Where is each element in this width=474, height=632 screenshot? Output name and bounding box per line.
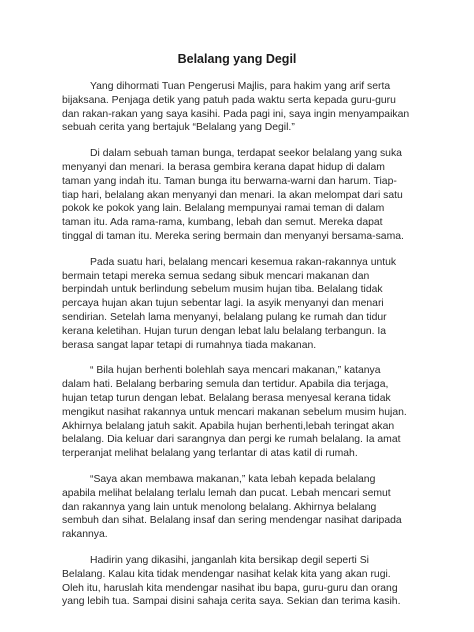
paragraph-line: berpindah untuk berlindung sebelum musim hujan tiba. Belalang tidak xyxy=(62,284,383,296)
paragraph-line: Akhirnya belalang jatuh sakit. Apabila hujan berhenti,lebah teringat akan xyxy=(62,420,395,432)
paragraph-line: yang lebih tua. Sampai disini sahaja cerita saya. Sekian dan terima kasih. xyxy=(62,596,401,608)
paragraph-line: Yang dihormati Tuan Pengerusi Majlis, para hakim yang arif serta xyxy=(90,81,391,92)
paragraph-line: kerana keletihan. Hujan turun dengan lebat lalu belalang terbangun. Ia xyxy=(62,325,387,337)
paragraph-line: percaya hujan akan tujun sebentar lagi. Ia asyik menyanyi dan menari xyxy=(62,298,384,310)
paragraph-line: taman yang indah itu. Taman bunga itu berwarna-warni dan harum. Tiap- xyxy=(62,175,397,187)
paragraph-line: Oleh itu, haruslah kita mendengar nasihat ibu bapa, guru-guru dan orang xyxy=(62,582,398,594)
document-body xyxy=(62,80,420,621)
paragraph xyxy=(62,80,420,135)
paragraph xyxy=(62,256,420,353)
paragraph xyxy=(62,554,420,609)
paragraph-line: hujan tetap turun dengan lebat. Belalang berasa menyesal kerana tidak xyxy=(62,392,391,404)
paragraph-line: menyanyi dan menari. Ia berasa gembira kerana dapat hidup di dalam xyxy=(62,161,385,173)
paragraph-line: tinggal di taman itu. Mereka sering bermain dan menyanyi bersama-sama. xyxy=(62,230,404,242)
paragraph-line: bermain tetapi mereka semua sedang sibuk mencari makanan dan xyxy=(62,270,370,282)
paragraph-line: Hadirin yang dikasihi, janganlah kita bersikap degil seperti Si xyxy=(90,554,369,566)
paragraph-line: sebuah cerita yang bertajuk “Belalang yang Degil.” xyxy=(62,122,295,134)
paragraph xyxy=(62,364,420,461)
document-title: Belalang yang Degil xyxy=(177,52,297,66)
paragraph-line: rakannya. xyxy=(62,529,108,541)
paragraph-line: tiap hari, belalang akan menyanyi dan menari. Ia akan melompat dari satu xyxy=(62,189,403,201)
paragraph-line: taman itu. Ada rama-rama, kumbang, lebah dan semut. Mereka dapat xyxy=(62,217,383,229)
paragraph xyxy=(62,147,420,244)
paragraph-line: apabila melihat belalang terlalu lemah dan pucat. Lebah mencari semut xyxy=(62,487,391,499)
paragraph-line: sendirian. Setelah lama menyanyi, belalang pulang ke rumah dan tidur xyxy=(62,311,387,323)
paragraph-line: “ Bila hujan berhenti bolehlah saya mencari makanan,” katanya xyxy=(90,365,381,377)
paragraph-line: belalang. Dia keluar dari sarangnya dan pergi ke rumah belalang. Ia amat xyxy=(62,434,401,446)
paragraph-line: berasa sangat lapar tetapi di rumahnya tiada makanan. xyxy=(62,339,317,351)
paragraph-line: dan rakannya yang lain untuk menolong belalang. Akhirnya belalang xyxy=(62,501,377,513)
paragraph xyxy=(62,473,420,542)
paragraph-line: Di dalam sebuah taman bunga, terdapat seekor belalang yang suka xyxy=(90,148,402,160)
paragraph-line: pokok ke pokok yang lain. Belalang mempunyai ramai teman di dalam xyxy=(62,203,385,215)
paragraph-line: dan rakan-rakan yang saya kasihi. Pada pagi ini, saya ingin menyampaikan xyxy=(62,108,410,120)
paragraph-line: dalam hati. Belalang berbaring semula dan tertidur. Apabila dia terjaga, xyxy=(62,379,389,391)
paragraph-line: Belalang. Kalau kita tidak mendengar nasihat kelak kita yang akan rugi. xyxy=(62,568,391,580)
paragraph-line: sembuh dan sihat. Belalang insaf dan sering mendengar nasihat daripada xyxy=(62,515,402,527)
paragraph-line: mengikut nasihat rakannya untuk mencari makanan sebelum musim hujan. xyxy=(62,406,407,418)
paragraph-line: “Saya akan membawa makanan,” kata lebah kepada belalang xyxy=(90,473,376,485)
paragraph-line: terperanjat melihat belalang yang terlantar di atas katil di rumah. xyxy=(62,448,358,460)
paragraph-line: Pada suatu hari, belalang mencari kesemua rakan-rakannya untuk xyxy=(90,256,397,268)
paragraph-line: bijaksana. Penjaga detik yang patuh pada waktu serta kepada guru-guru xyxy=(62,94,396,106)
